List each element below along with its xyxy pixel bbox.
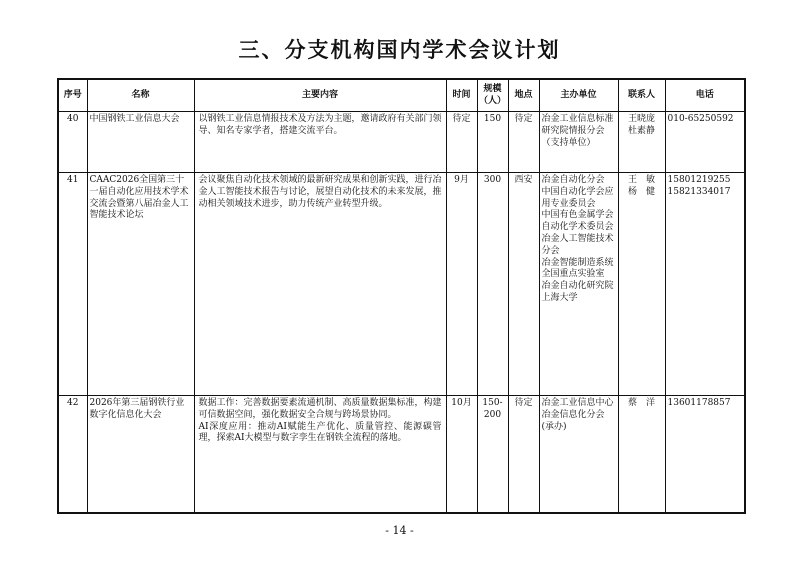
organizer-item: 中国有色金属学会自动化学术委员会 (541, 210, 614, 233)
row-name: 中国钢铁工业信息大会 (87, 112, 194, 173)
header-time: 时间 (446, 79, 477, 112)
contact-name: 王 敏 (627, 175, 655, 185)
content-paragraph: AI深度应用：推动AI赋能生产优化、质量管控、能源碳管理，探索AI大模型与数字孪生在钢铁全流程的落地。 (198, 421, 442, 444)
phone-number: 15821334017 (667, 186, 731, 197)
row-scale: 150 (477, 112, 508, 173)
row-content (194, 112, 446, 173)
header-organizer: 主办单位 (539, 79, 618, 112)
row-organizer (539, 112, 618, 173)
content-paragraph: 会议聚焦自动化技术领域的最新研究成果和创新实践，进行冶金人工智能技术报告与讨论，展望自动化技术的未来发展，推动相关领域技术进步，助力传统产业转型升级。 (198, 175, 442, 209)
organizer-item: 上海大学 (541, 292, 578, 303)
organizer-item: 冶金智能制造系统全国重点实验室 (541, 257, 614, 280)
row-scale: 300 (477, 173, 508, 396)
row-name: 2026年第三届钢铁行业数字化信息化大会 (87, 396, 194, 514)
row-contact (618, 173, 665, 396)
row-no: 41 (58, 173, 87, 396)
row-time: 10月 (446, 396, 477, 514)
organizer-item: 冶金自动化研究院 (541, 281, 614, 292)
table-header-row (58, 79, 745, 112)
organizer-item: 冶金工业信息中心 (541, 398, 614, 408)
header-contact: 联系人 (618, 79, 665, 112)
row-no: 42 (58, 396, 87, 514)
row-organizer (539, 173, 618, 396)
row-time: 9月 (446, 173, 477, 396)
row-scale: 150-200 (477, 396, 508, 514)
row-place: 西安 (508, 173, 539, 396)
phone-number: 010-65250592 (667, 114, 734, 124)
row-organizer (539, 396, 618, 514)
conference-plan-table (57, 78, 746, 514)
row-place: 待定 (508, 396, 539, 514)
page-number: - 14 - (385, 524, 414, 537)
row-content (194, 396, 446, 514)
contact-name: 王晓庞 (627, 114, 655, 124)
header-name: 名称 (87, 79, 194, 112)
row-time: 待定 (446, 112, 477, 173)
row-name: CAAC2026全国第三十一届自动化应用技术学术交流会暨第八届冶金人工智能技术论坛 (87, 173, 194, 396)
header-phone: 电话 (665, 79, 745, 112)
organizer-item: 冶金自动化分会 (541, 175, 605, 185)
row-content (194, 173, 446, 396)
organizer-item: 冶金人工智能技术分会 (541, 233, 614, 256)
phone-number: 13601178857 (667, 398, 731, 408)
content-paragraph: 数据工作：完善数据要素流通机制、高质量数据集标准，构建可信数据空间，强化数据安全合规与跨场景协同。 (198, 398, 442, 420)
table-row (58, 173, 745, 396)
header-content: 主要内容 (194, 79, 446, 112)
row-phone (665, 396, 745, 514)
row-contact (618, 396, 665, 514)
page-title: 三、分支机构国内学术会议计划 (238, 38, 561, 62)
row-phone (665, 112, 745, 173)
row-no: 40 (58, 112, 87, 173)
row-contact (618, 112, 665, 173)
contact-name: 杜素静 (627, 125, 655, 136)
organizer-item: 中国自动化学会应用专业委员会 (541, 186, 614, 209)
organizer-item: 冶金信息化分会(承办) (541, 409, 605, 432)
contact-name: 蔡 洋 (627, 398, 655, 408)
row-place: 待定 (508, 112, 539, 173)
content-paragraph: 以钢铁工业信息情报技术及方法为主题，邀请政府有关部门领导、知名专家学者，搭建交流平台。 (198, 114, 442, 136)
header-no: 序号 (58, 79, 87, 112)
header-place: 地点 (508, 79, 539, 112)
header-scale: 规模（人） (477, 79, 508, 112)
organizer-item: 冶金工业信息标准研究院情报分会（支持单位） (541, 114, 614, 148)
phone-number: 15801219255 (667, 175, 731, 185)
contact-name: 杨 健 (627, 186, 655, 197)
row-phone (665, 173, 745, 396)
table-row (58, 112, 745, 173)
table-row (58, 396, 745, 514)
